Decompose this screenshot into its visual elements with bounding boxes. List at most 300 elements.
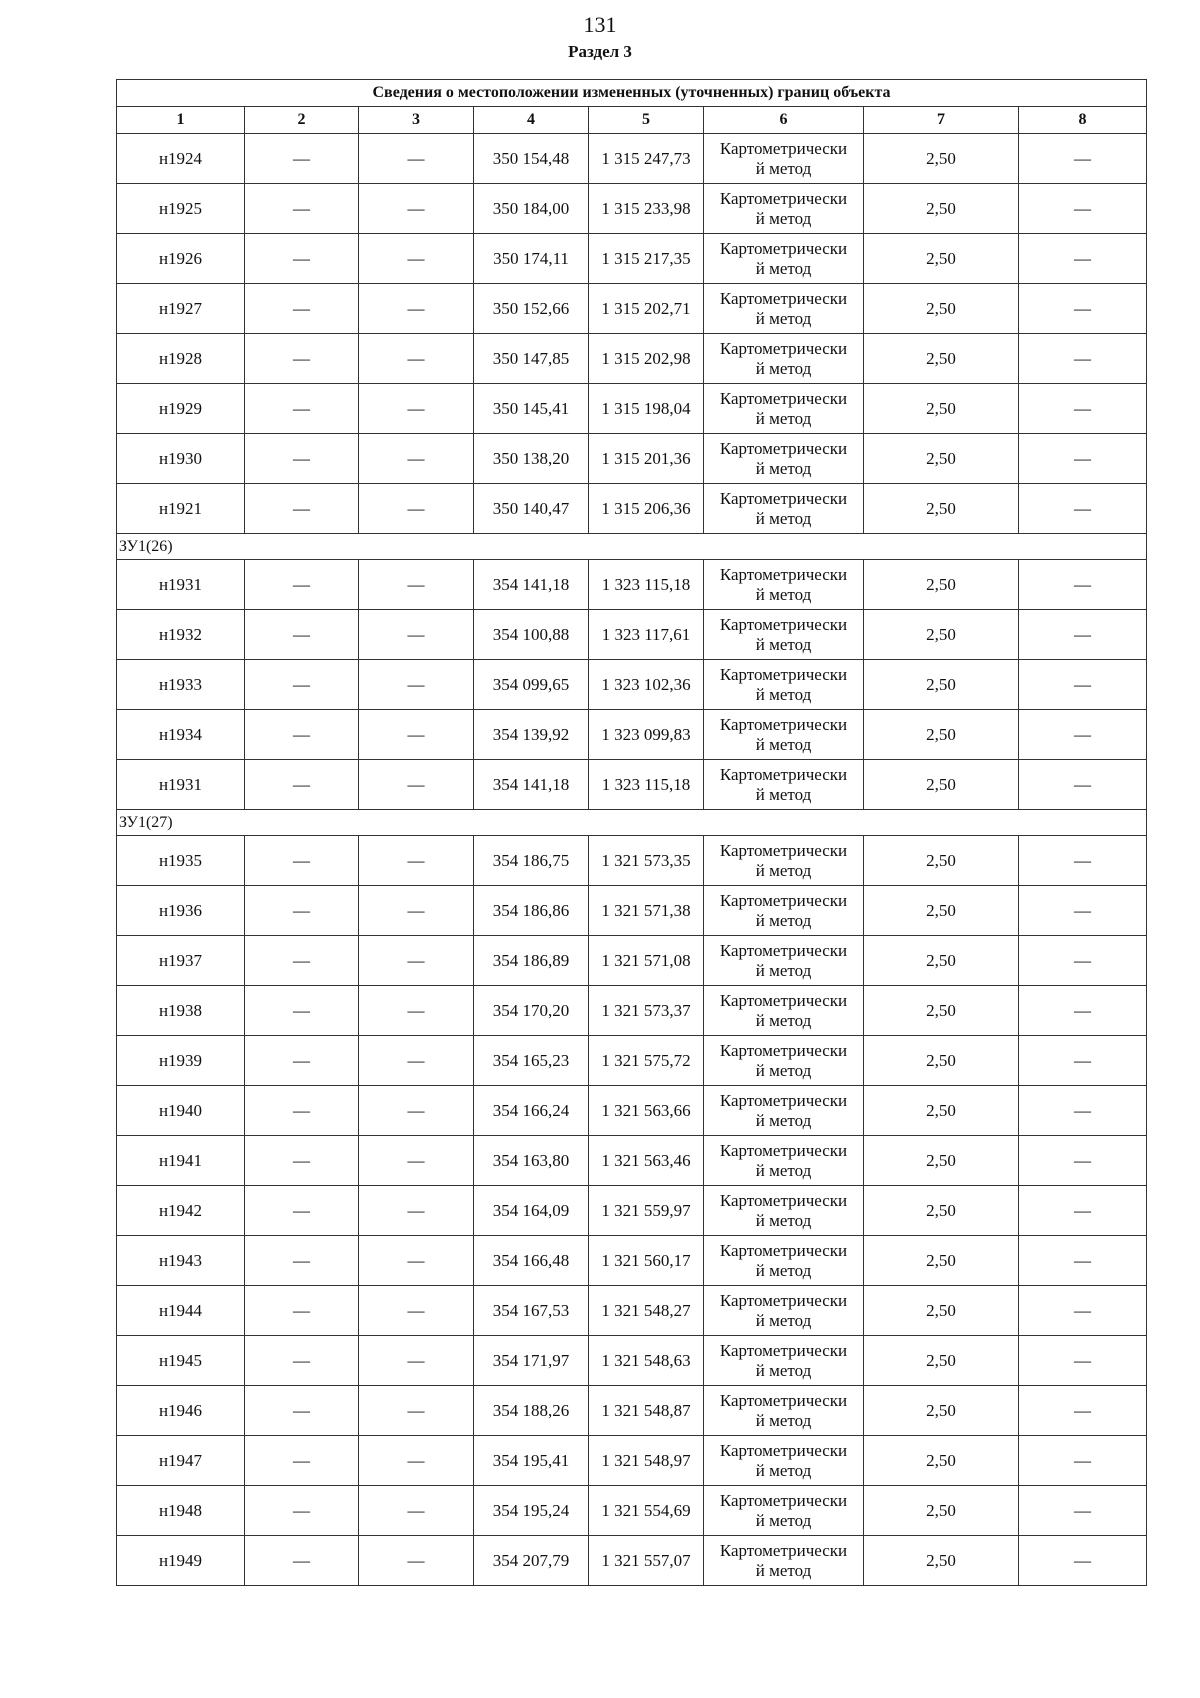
table-row — [117, 1536, 1147, 1586]
column-number: 7 — [864, 107, 1019, 134]
point-label: н1933 — [117, 660, 245, 710]
old-x-cell: — — [245, 1436, 359, 1486]
old-y-cell: — — [359, 560, 474, 610]
x-coordinate: 354 141,18 — [474, 560, 589, 610]
description-cell: — — [1019, 560, 1147, 610]
method-cell — [704, 610, 864, 660]
accuracy-cell: 2,50 — [864, 610, 1019, 660]
method-line-2: й метод — [755, 1110, 812, 1130]
old-x-cell: — — [245, 484, 359, 534]
description-cell: — — [1019, 184, 1147, 234]
point-label: н1931 — [117, 560, 245, 610]
point-label: н1929 — [117, 384, 245, 434]
old-y-cell: — — [359, 434, 474, 484]
old-x-cell: — — [245, 610, 359, 660]
description-cell: — — [1019, 1536, 1147, 1586]
description-cell: — — [1019, 1336, 1147, 1386]
old-y-cell: — — [359, 1236, 474, 1286]
old-x-cell: — — [245, 1036, 359, 1086]
x-coordinate: 354 195,41 — [474, 1436, 589, 1486]
method-line-2: й метод — [755, 860, 812, 880]
old-x-cell: — — [245, 660, 359, 710]
table-row — [117, 760, 1147, 810]
method-line-2: й метод — [755, 734, 812, 754]
old-x-cell: — — [245, 434, 359, 484]
method-line-2: й метод — [755, 1160, 812, 1180]
table-body — [117, 134, 1147, 1586]
old-y-cell: — — [359, 760, 474, 810]
method-line-1: Картометрически — [719, 764, 848, 784]
y-coordinate: 1 321 557,07 — [589, 1536, 704, 1586]
table-row — [117, 234, 1147, 284]
table-row — [117, 660, 1147, 710]
y-coordinate: 1 323 099,83 — [589, 710, 704, 760]
method-line-1: Картометрически — [719, 1190, 848, 1210]
y-coordinate: 1 315 206,36 — [589, 484, 704, 534]
table-row — [117, 1486, 1147, 1536]
table-row — [117, 1186, 1147, 1236]
old-x-cell: — — [245, 710, 359, 760]
accuracy-cell: 2,50 — [864, 1136, 1019, 1186]
old-x-cell: — — [245, 986, 359, 1036]
table-row — [117, 184, 1147, 234]
method-line-1: Картометрически — [719, 1140, 848, 1160]
method-line-2: й метод — [755, 1260, 812, 1280]
description-cell: — — [1019, 1236, 1147, 1286]
point-label: н1949 — [117, 1536, 245, 1586]
accuracy-cell: 2,50 — [864, 886, 1019, 936]
old-y-cell: — — [359, 1286, 474, 1336]
old-y-cell: — — [359, 886, 474, 936]
method-line-1: Картометрически — [719, 188, 848, 208]
accuracy-cell: 2,50 — [864, 1336, 1019, 1386]
method-cell — [704, 1186, 864, 1236]
description-cell: — — [1019, 936, 1147, 986]
description-cell: — — [1019, 1486, 1147, 1536]
y-coordinate: 1 315 202,71 — [589, 284, 704, 334]
y-coordinate: 1 321 563,46 — [589, 1136, 704, 1186]
table-row — [117, 1036, 1147, 1086]
table-row — [117, 1136, 1147, 1186]
x-coordinate: 350 174,11 — [474, 234, 589, 284]
old-x-cell: — — [245, 836, 359, 886]
method-line-2: й метод — [755, 1410, 812, 1430]
point-label: н1927 — [117, 284, 245, 334]
x-coordinate: 354 163,80 — [474, 1136, 589, 1186]
group-row — [117, 810, 1147, 836]
column-number: 8 — [1019, 107, 1147, 134]
method-cell — [704, 1486, 864, 1536]
old-y-cell: — — [359, 1186, 474, 1236]
accuracy-cell: 2,50 — [864, 936, 1019, 986]
table-row — [117, 1336, 1147, 1386]
table-row — [117, 284, 1147, 334]
page-number: 131 — [583, 12, 617, 37]
section-title: Раздел 3 — [568, 42, 632, 61]
group-label: ЗУ1(27) — [117, 810, 1147, 836]
x-coordinate: 354 186,86 — [474, 886, 589, 936]
method-line-1: Картометрически — [719, 138, 848, 158]
description-cell: — — [1019, 760, 1147, 810]
accuracy-cell: 2,50 — [864, 434, 1019, 484]
method-line-2: й метод — [755, 1560, 812, 1580]
x-coordinate: 354 188,26 — [474, 1386, 589, 1436]
method-line-2: й метод — [755, 358, 812, 378]
old-x-cell: — — [245, 1186, 359, 1236]
accuracy-cell: 2,50 — [864, 660, 1019, 710]
accuracy-cell: 2,50 — [864, 1286, 1019, 1336]
old-x-cell: — — [245, 234, 359, 284]
old-x-cell: — — [245, 1536, 359, 1586]
y-coordinate: 1 315 247,73 — [589, 134, 704, 184]
method-cell — [704, 1336, 864, 1386]
method-line-1: Картометрически — [719, 1540, 848, 1560]
point-label: н1946 — [117, 1386, 245, 1436]
description-cell: — — [1019, 710, 1147, 760]
method-cell — [704, 760, 864, 810]
method-cell — [704, 434, 864, 484]
y-coordinate: 1 321 573,35 — [589, 836, 704, 886]
point-label: н1921 — [117, 484, 245, 534]
point-label: н1925 — [117, 184, 245, 234]
x-coordinate: 354 207,79 — [474, 1536, 589, 1586]
method-line-1: Картометрически — [719, 564, 848, 584]
table-row — [117, 484, 1147, 534]
method-line-2: й метод — [755, 158, 812, 178]
method-cell — [704, 1136, 864, 1186]
old-y-cell: — — [359, 1386, 474, 1436]
method-line-2: й метод — [755, 1460, 812, 1480]
point-label: н1930 — [117, 434, 245, 484]
boundary-coordinates-table — [116, 79, 1147, 1586]
table-row — [117, 836, 1147, 886]
method-cell — [704, 986, 864, 1036]
accuracy-cell: 2,50 — [864, 284, 1019, 334]
table-row — [117, 1236, 1147, 1286]
group-row — [117, 534, 1147, 560]
old-x-cell: — — [245, 134, 359, 184]
method-cell — [704, 384, 864, 434]
accuracy-cell: 2,50 — [864, 560, 1019, 610]
method-line-1: Картометрически — [719, 1390, 848, 1410]
table-row — [117, 710, 1147, 760]
x-coordinate: 354 171,97 — [474, 1336, 589, 1386]
method-cell — [704, 1436, 864, 1486]
old-x-cell: — — [245, 284, 359, 334]
x-coordinate: 354 166,24 — [474, 1086, 589, 1136]
method-line-2: й метод — [755, 584, 812, 604]
y-coordinate: 1 321 573,37 — [589, 986, 704, 1036]
x-coordinate: 354 100,88 — [474, 610, 589, 660]
column-number: 6 — [704, 107, 864, 134]
table-row — [117, 560, 1147, 610]
point-label: н1940 — [117, 1086, 245, 1136]
method-cell — [704, 660, 864, 710]
method-line-1: Картометрически — [719, 488, 848, 508]
x-coordinate: 354 170,20 — [474, 986, 589, 1036]
point-label: н1936 — [117, 886, 245, 936]
point-label: н1944 — [117, 1286, 245, 1336]
column-number: 3 — [359, 107, 474, 134]
table-row — [117, 384, 1147, 434]
method-line-2: й метод — [755, 1310, 812, 1330]
accuracy-cell: 2,50 — [864, 234, 1019, 284]
accuracy-cell: 2,50 — [864, 334, 1019, 384]
x-coordinate: 354 186,89 — [474, 936, 589, 986]
y-coordinate: 1 321 548,63 — [589, 1336, 704, 1386]
point-label: н1938 — [117, 986, 245, 1036]
point-label: н1937 — [117, 936, 245, 986]
table-row — [117, 134, 1147, 184]
old-x-cell: — — [245, 184, 359, 234]
old-y-cell: — — [359, 234, 474, 284]
x-coordinate: 350 140,47 — [474, 484, 589, 534]
description-cell: — — [1019, 836, 1147, 886]
old-y-cell: — — [359, 1436, 474, 1486]
description-cell: — — [1019, 1086, 1147, 1136]
y-coordinate: 1 323 102,36 — [589, 660, 704, 710]
old-y-cell: — — [359, 660, 474, 710]
old-x-cell: — — [245, 936, 359, 986]
old-y-cell: — — [359, 284, 474, 334]
description-cell: — — [1019, 334, 1147, 384]
y-coordinate: 1 321 563,66 — [589, 1086, 704, 1136]
point-label: н1924 — [117, 134, 245, 184]
method-line-1: Картометрически — [719, 614, 848, 634]
old-y-cell: — — [359, 134, 474, 184]
method-cell — [704, 1236, 864, 1286]
method-cell — [704, 334, 864, 384]
table-row — [117, 1286, 1147, 1336]
point-label: н1948 — [117, 1486, 245, 1536]
old-y-cell: — — [359, 986, 474, 1036]
old-x-cell: — — [245, 560, 359, 610]
point-label: н1934 — [117, 710, 245, 760]
x-coordinate: 354 165,23 — [474, 1036, 589, 1086]
accuracy-cell: 2,50 — [864, 1086, 1019, 1136]
old-y-cell: — — [359, 184, 474, 234]
point-label: н1935 — [117, 836, 245, 886]
method-line-1: Картометрически — [719, 940, 848, 960]
x-coordinate: 350 152,66 — [474, 284, 589, 334]
point-label: н1945 — [117, 1336, 245, 1386]
accuracy-cell: 2,50 — [864, 1536, 1019, 1586]
point-label: н1928 — [117, 334, 245, 384]
method-cell — [704, 1036, 864, 1086]
point-label: н1942 — [117, 1186, 245, 1236]
description-cell: — — [1019, 284, 1147, 334]
method-cell — [704, 936, 864, 986]
old-x-cell: — — [245, 1286, 359, 1336]
method-cell — [704, 1086, 864, 1136]
point-label: н1941 — [117, 1136, 245, 1186]
point-label: н1939 — [117, 1036, 245, 1086]
table-row — [117, 936, 1147, 986]
method-cell — [704, 1536, 864, 1586]
description-cell: — — [1019, 484, 1147, 534]
old-y-cell: — — [359, 936, 474, 986]
method-line-1: Картометрически — [719, 990, 848, 1010]
description-cell: — — [1019, 1036, 1147, 1086]
method-cell — [704, 234, 864, 284]
x-coordinate: 354 141,18 — [474, 760, 589, 810]
accuracy-cell: 2,50 — [864, 836, 1019, 886]
description-cell: — — [1019, 986, 1147, 1036]
method-line-2: й метод — [755, 458, 812, 478]
y-coordinate: 1 321 571,08 — [589, 936, 704, 986]
method-line-2: й метод — [755, 308, 812, 328]
method-line-1: Картометрически — [719, 438, 848, 458]
y-coordinate: 1 315 202,98 — [589, 334, 704, 384]
x-coordinate: 350 145,41 — [474, 384, 589, 434]
old-y-cell: — — [359, 1036, 474, 1086]
x-coordinate: 350 154,48 — [474, 134, 589, 184]
method-line-2: й метод — [755, 910, 812, 930]
method-cell — [704, 886, 864, 936]
old-y-cell: — — [359, 334, 474, 384]
old-x-cell: — — [245, 886, 359, 936]
accuracy-cell: 2,50 — [864, 1036, 1019, 1086]
description-cell: — — [1019, 610, 1147, 660]
x-coordinate: 350 138,20 — [474, 434, 589, 484]
y-coordinate: 1 321 548,27 — [589, 1286, 704, 1336]
old-y-cell: — — [359, 836, 474, 886]
table-row — [117, 610, 1147, 660]
method-cell — [704, 560, 864, 610]
method-line-2: й метод — [755, 684, 812, 704]
x-coordinate: 354 186,75 — [474, 836, 589, 886]
accuracy-cell: 2,50 — [864, 134, 1019, 184]
method-line-1: Картометрически — [719, 1090, 848, 1110]
method-line-2: й метод — [755, 784, 812, 804]
description-cell: — — [1019, 234, 1147, 284]
description-cell: — — [1019, 434, 1147, 484]
y-coordinate: 1 323 115,18 — [589, 760, 704, 810]
table-row — [117, 1086, 1147, 1136]
method-cell — [704, 710, 864, 760]
description-cell: — — [1019, 1286, 1147, 1336]
description-cell: — — [1019, 886, 1147, 936]
old-x-cell: — — [245, 1086, 359, 1136]
method-line-2: й метод — [755, 1060, 812, 1080]
point-label: н1931 — [117, 760, 245, 810]
y-coordinate: 1 321 571,38 — [589, 886, 704, 936]
method-line-2: й метод — [755, 1010, 812, 1030]
method-line-1: Картометрически — [719, 840, 848, 860]
method-line-2: й метод — [755, 960, 812, 980]
y-coordinate: 1 321 548,87 — [589, 1386, 704, 1436]
method-line-2: й метод — [755, 1210, 812, 1230]
old-y-cell: — — [359, 384, 474, 434]
table-row — [117, 886, 1147, 936]
x-coordinate: 354 167,53 — [474, 1286, 589, 1336]
method-line-1: Картометрически — [719, 890, 848, 910]
method-cell — [704, 1286, 864, 1336]
y-coordinate: 1 321 559,97 — [589, 1186, 704, 1236]
table-row — [117, 986, 1147, 1036]
method-cell — [704, 284, 864, 334]
method-line-1: Картометрически — [719, 714, 848, 734]
description-cell: — — [1019, 384, 1147, 434]
method-cell — [704, 1386, 864, 1436]
old-x-cell: — — [245, 1486, 359, 1536]
old-y-cell: — — [359, 710, 474, 760]
method-line-2: й метод — [755, 1360, 812, 1380]
accuracy-cell: 2,50 — [864, 1386, 1019, 1436]
y-coordinate: 1 321 548,97 — [589, 1436, 704, 1486]
description-cell: — — [1019, 660, 1147, 710]
x-coordinate: 354 099,65 — [474, 660, 589, 710]
old-x-cell: — — [245, 1386, 359, 1436]
column-number: 4 — [474, 107, 589, 134]
column-number: 5 — [589, 107, 704, 134]
x-coordinate: 354 166,48 — [474, 1236, 589, 1286]
y-coordinate: 1 323 115,18 — [589, 560, 704, 610]
method-line-1: Картометрически — [719, 1490, 848, 1510]
accuracy-cell: 2,50 — [864, 1486, 1019, 1536]
table-caption: Сведения о местоположении измененных (уточненных) границ объекта — [117, 80, 1147, 107]
method-cell — [704, 484, 864, 534]
y-coordinate: 1 321 560,17 — [589, 1236, 704, 1286]
description-cell: — — [1019, 1386, 1147, 1436]
old-y-cell: — — [359, 484, 474, 534]
y-coordinate: 1 315 217,35 — [589, 234, 704, 284]
method-line-1: Картометрически — [719, 288, 848, 308]
method-line-2: й метод — [755, 408, 812, 428]
column-number: 2 — [245, 107, 359, 134]
table-row — [117, 334, 1147, 384]
x-coordinate: 354 139,92 — [474, 710, 589, 760]
point-label: н1943 — [117, 1236, 245, 1286]
method-cell — [704, 134, 864, 184]
y-coordinate: 1 323 117,61 — [589, 610, 704, 660]
description-cell: — — [1019, 134, 1147, 184]
point-label: н1926 — [117, 234, 245, 284]
method-line-2: й метод — [755, 634, 812, 654]
accuracy-cell: 2,50 — [864, 484, 1019, 534]
accuracy-cell: 2,50 — [864, 760, 1019, 810]
method-cell — [704, 184, 864, 234]
method-line-1: Картометрически — [719, 338, 848, 358]
old-x-cell: — — [245, 1136, 359, 1186]
y-coordinate: 1 315 233,98 — [589, 184, 704, 234]
method-line-2: й метод — [755, 1510, 812, 1530]
old-x-cell: — — [245, 1336, 359, 1386]
old-x-cell: — — [245, 1236, 359, 1286]
method-line-1: Картометрически — [719, 1340, 848, 1360]
old-y-cell: — — [359, 1336, 474, 1386]
table-row — [117, 1436, 1147, 1486]
point-label: н1932 — [117, 610, 245, 660]
x-coordinate: 354 164,09 — [474, 1186, 589, 1236]
y-coordinate: 1 315 198,04 — [589, 384, 704, 434]
accuracy-cell: 2,50 — [864, 384, 1019, 434]
column-number: 1 — [117, 107, 245, 134]
description-cell: — — [1019, 1136, 1147, 1186]
old-y-cell: — — [359, 610, 474, 660]
point-label: н1947 — [117, 1436, 245, 1486]
old-y-cell: — — [359, 1486, 474, 1536]
method-line-1: Картометрически — [719, 1440, 848, 1460]
y-coordinate: 1 321 575,72 — [589, 1036, 704, 1086]
old-x-cell: — — [245, 384, 359, 434]
table-row — [117, 434, 1147, 484]
old-y-cell: — — [359, 1536, 474, 1586]
method-line-1: Картометрически — [719, 1240, 848, 1260]
method-line-2: й метод — [755, 258, 812, 278]
method-line-1: Картометрически — [719, 664, 848, 684]
accuracy-cell: 2,50 — [864, 710, 1019, 760]
